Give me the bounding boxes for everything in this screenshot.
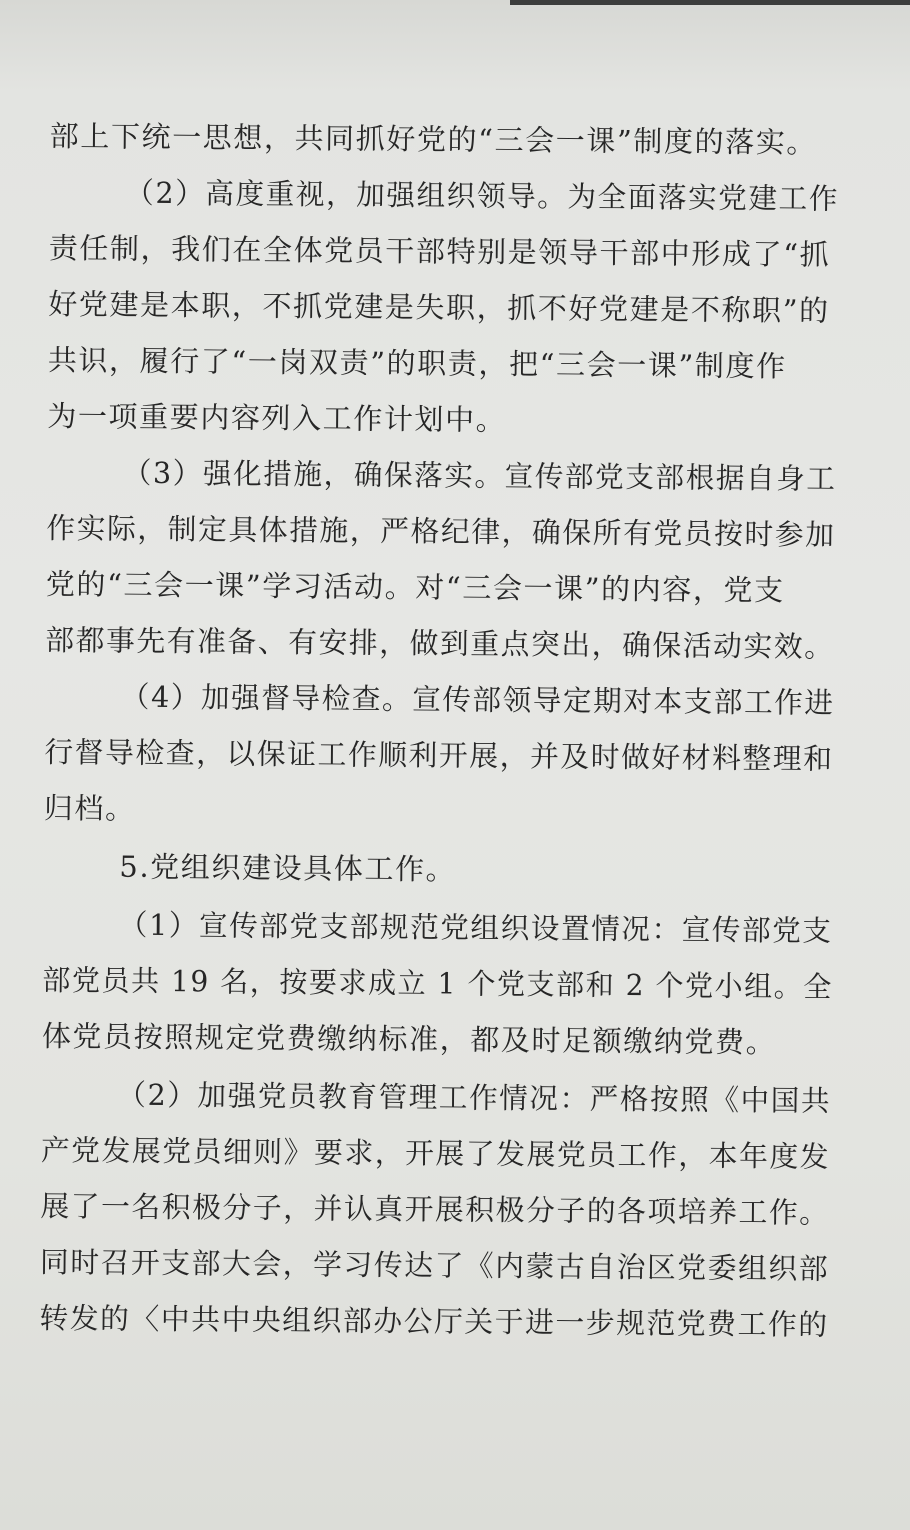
paragraph-start: （1）宣传部党支部规范党组织设置情况：宣传部党支 (118, 907, 833, 948)
document-page (39, 108, 840, 1342)
text-line: 同时召开支部大会，学习传达了《内蒙古自治区党委组织部 (39, 1244, 830, 1286)
paragraph-start: （2）加强党员教育管理工作情况：严格按照《中国共 (117, 1077, 832, 1118)
paragraph-start: （2）高度重视，加强组织领导。为全面落实党建工作 (125, 175, 840, 216)
text-line: 行督导检查，以保证工作顺利开展，并及时做好材料整理和 (44, 734, 834, 776)
section-heading: 5.党组织建设具体工作。 (119, 849, 457, 887)
text-line: 作实际，制定具体措施，严格纪律，确保所有党员按时参加 (46, 510, 836, 552)
text-line: 部党员共 19 名，按要求成立 1 个党支部和 2 个党小组。全 (42, 962, 834, 1004)
text-line: 好党建是本职，不抓党建是失职，抓不好党建是不称职”的 (48, 286, 830, 328)
text-line: 展了一名积极分子，并认真开展积极分子的各项培养工作。 (40, 1188, 830, 1230)
text-line: 为一项重要内容列入工作计划中。 (47, 398, 507, 437)
text-line: 转发的〈中共中央组织部办公厅关于进一步规范党费工作的 (39, 1300, 829, 1342)
text-line: 归档。 (43, 790, 136, 826)
text-line: 体党员按照规定党费缴纳标准，都及时足额缴纳党费。 (41, 1018, 777, 1060)
text-line: 产党发展党员细则》要求，开展了发展党员工作，本年度发 (40, 1132, 831, 1174)
paragraph-start: （3）强化措施，确保落实。宣传部党支部根据自身工 (122, 455, 837, 496)
text-line: 责任制，我们在全体党员干部特别是领导干部中形成了“抓 (48, 230, 831, 272)
text-line: 党的“三会一课”学习活动。对“三会一课”的内容，党支 (45, 566, 785, 608)
text-line: 部上下统一思想，共同抓好党的“三会一课”制度的落实。 (49, 118, 818, 160)
text-line: 部都事先有准备、有安排，做到重点突出，确保活动实效。 (45, 622, 835, 664)
paragraph-start: （4）加强督导检查。宣传部领导定期对本支部工作进 (120, 679, 835, 720)
text-line: 共识，履行了“一岗双责”的职责，把“三会一课”制度作 (47, 342, 787, 384)
photo-edge-shadow (510, 0, 910, 5)
